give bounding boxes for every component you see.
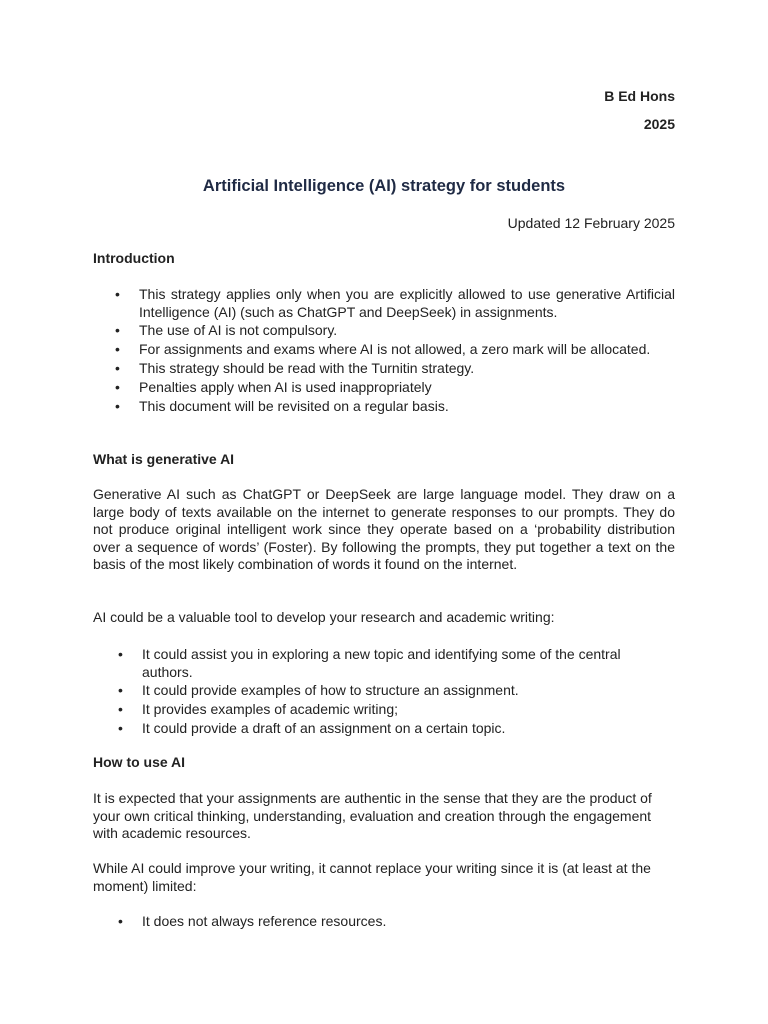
ai-uses-list [142, 646, 675, 739]
ai-tool-intro: AI could be a valuable tool to develop your research and academic writing: [93, 609, 555, 625]
updated-date: Updated 12 February 2025 [507, 215, 675, 231]
list-item: • The use of AI is not compulsory. [139, 322, 675, 340]
what-is-ai-heading: What is generative AI [93, 451, 235, 467]
list-item: • Penalties apply when AI is used inappropriately [139, 379, 675, 397]
year-label: 2025 [643, 116, 675, 132]
how-to-paragraph-1: It is expected that your assignments are authentic in the sense that they are the product of your own critical thinking, understanding, evaluation and creation through the engagement with academic resources. [93, 790, 652, 842]
how-to-paragraph-2: While AI could improve your writing, it cannot replace your writing since it is (at least at the moment) limited: [93, 860, 651, 894]
introduction-heading: Introduction [93, 250, 175, 266]
introduction-list [139, 286, 675, 417]
page-title: Artificial Intelligence (AI) strategy for students [202, 177, 566, 195]
list-item: • This document will be revisited on a regular basis. [139, 398, 675, 416]
list-item: • It could provide examples of how to structure an assignment. [142, 682, 675, 700]
list-item: • It could assist you in exploring a new topic and identifying some of the central authors. [142, 646, 675, 681]
list-item: • For assignments and exams where AI is not allowed, a zero mark will be allocated. [139, 341, 675, 359]
how-to-use-ai-heading: How to use AI [93, 754, 186, 770]
what-is-ai-paragraph: Generative AI such as ChatGPT or DeepSeek are large language model. They draw on a large body of texts available on the internet to generate responses to our prompts. They do not produce original intelligent work since they operate based on a ‘probability distribution over a sequence of words’ (Foster). By following the prompts, they put together a text on the basis of the most likely combination of words it found on the internet. [93, 486, 675, 573]
list-item: • This strategy should be read with the Turnitin strategy. [139, 360, 675, 378]
list-item: • It could provide a draft of an assignment on a certain topic. [142, 720, 675, 738]
program-label: B Ed Hons [604, 88, 675, 104]
ai-limitations-list [142, 913, 675, 931]
list-item: • This strategy applies only when you are explicitly allowed to use generative Artificial Intelligence (AI) (such as ChatGPT and DeepSeek) in assignments. [139, 286, 675, 321]
list-item: • It provides examples of academic writing; [142, 701, 675, 719]
list-item: • It does not always reference resources. [142, 913, 675, 931]
